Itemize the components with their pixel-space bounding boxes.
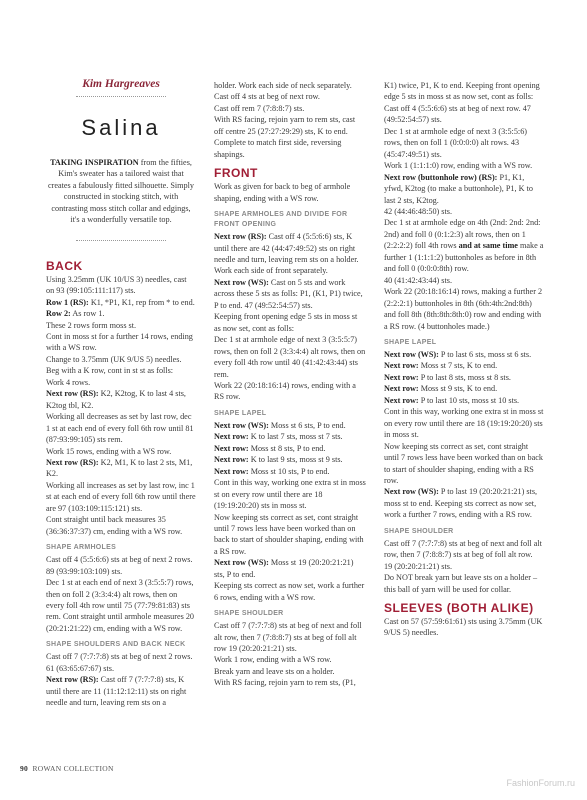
instruction-row (384, 486, 544, 520)
row-label: Next row: (214, 455, 249, 465)
watermark: FashionForum.ru (506, 778, 575, 788)
row-label: Next row (WS): (214, 420, 269, 430)
instruction-row (46, 674, 196, 708)
paragraph: Break yarn and leave sts on a holder. (214, 666, 335, 676)
row-label: Next row: (214, 443, 249, 453)
page-footer (20, 764, 114, 773)
instruction-row (384, 372, 544, 383)
row-text: P to last 19 (20:20:21:21) sts, moss st to end. Keeping sts correct as now set, work a further 7 rows, ending with a RS row. (384, 487, 538, 520)
row-label: Next row: (214, 466, 249, 476)
column-middle (214, 80, 366, 689)
row-text: P to last 8 sts, moss st 8 sts. (418, 372, 511, 382)
row-label: Row 2: (46, 309, 71, 319)
paragraph: Keeping front opening edge 5 sts in moss st as now set, cont as folls: (214, 312, 358, 333)
row-label: Next row (RS): (214, 232, 267, 242)
instruction-row (214, 454, 366, 465)
paragraph: Cont in this way, working one extra st in moss st on every row until there are 18 (19:19:20:20) sts in moss st. (214, 478, 366, 511)
intro-lead: TAKING INSPIRATION (50, 158, 139, 167)
paragraph: Keeping sts correct as now set, work a further 6 rows, ending with a WS row. (214, 581, 365, 602)
paragraph: Now keeping sts correct as set, cont straight until 7 rows less have been worked than on back to start of shoulder shaping, ending with a RS row. (214, 512, 364, 556)
paragraph: Cont straight until back measures 35 (36:36:37:37) cm, ending with a WS row. (46, 515, 183, 536)
paragraph: Work 22 (20:18:16:14) rows, making a further 2 (2:2:2:1) buttonholes in 8th (6th:4th:2nd:8th) and foll 8th (8th:8th:8th:0) row and ending with a RS row. (4 buttonholes made.) (384, 287, 543, 331)
instruction-row (214, 277, 366, 311)
paragraph: Work 1 (1:1:1:0) row, ending with a WS row. (384, 161, 533, 171)
row-label: Next row: (384, 384, 419, 394)
paragraph: Work 15 rows, ending with a WS row. (46, 446, 172, 456)
paragraph: 19 (20:20:21:21) sts. (384, 561, 453, 571)
row-text: K1, *P1, K1, rep from * to end. (88, 297, 195, 307)
divider (76, 240, 166, 241)
row-text: Moss st 9 sts, K to end. (418, 384, 498, 394)
paragraph-text: make a further 1 (1:1:1:2) buttonholes as before in 8th and foll 0 (0:0:0:8th) row. (384, 241, 544, 274)
instruction-row (384, 172, 544, 206)
row-text: K2, K2tog, K to last 4 sts, K2tog tbl, K2. (46, 389, 186, 410)
instruction-row (214, 466, 366, 477)
divider (76, 96, 166, 97)
row-label: Next row: (384, 395, 419, 405)
row-text: Moss st 6 sts, P to end. (268, 420, 346, 430)
row-text: P to last 6 sts, moss st 6 sts. (438, 349, 532, 359)
instruction-row (214, 557, 366, 580)
column-left (46, 78, 196, 709)
subheading-shape-shoulder: SHAPE SHOULDER (384, 527, 454, 535)
row-label: Next row (buttonhole row) (RS): (384, 172, 498, 182)
subheading-shape-shoulder: SHAPE SHOULDER (214, 610, 284, 618)
section-heading-front: FRONT (214, 166, 258, 181)
intro-body: from the fifties, Kim's sweater has a tailored waist that creates a fabulously fitted silhouette. Simply constructed in stocking stitch, with contrasting moss stitch collar and edgings, it's a wonderfully versatile top. (48, 158, 194, 225)
paragraph: Dec 1 st at each end of next 3 (3:5:5:7) rows, then on foll 2 (3:3:4:4) alt rows, then on every foll 4th row until 75 (77:79:81:83) sts rem. Cont straight until armhole measures 20 (20:21:21:22) cm, ending with a WS row. (46, 578, 195, 633)
instruction-row (214, 231, 366, 265)
designer-name: Kim Hargreaves (82, 78, 160, 90)
row-text: Cast off 4 (5:5:6:6) sts, K until there are 42 (44:47:49:52) sts on right needle and turn, leaving rem sts on a holder. (214, 232, 359, 264)
instruction-row (384, 383, 544, 394)
row-text: P to last 10 sts, moss st 10 sts. (418, 395, 520, 405)
paragraph: Working all increases as set by last row, inc 1 st at each end of every foll 6th row until there are 97 (103:109:115:121) sts. (46, 480, 196, 513)
row-text: K2, M1, K to last 2 sts, M1, K2. (46, 457, 193, 479)
row-label: Next row (RS): (46, 675, 99, 685)
paragraph: Work 4 rows. (46, 377, 91, 387)
column-right (384, 80, 544, 639)
paragraph: Using 3.25mm (UK 10/US 3) needles, cast on 93 (99:105:111:117) sts. (46, 274, 187, 296)
emphasis: and at same time (458, 241, 518, 251)
instruction-row (384, 360, 544, 371)
instruction-row (46, 388, 196, 411)
paragraph: Work 1 row, ending with a WS row. (214, 655, 332, 665)
row-text: K to last 9 sts, moss st 9 sts. (248, 455, 343, 465)
paragraph: 42 (44:46:48:50) sts. (384, 206, 453, 216)
paragraph: With RS facing, rejoin yarn to rem sts, cast off centre 25 (27:27:29:29) sts, K to end. (214, 115, 356, 136)
row-label: Next row (WS): (214, 277, 269, 287)
paragraph: 40 (41:42:43:44) sts. (384, 275, 453, 285)
row-label: Next row (RS): (46, 389, 99, 399)
paragraph: Now keeping sts correct as set, cont straight until 7 rows less have been worked than on back to start of shoulder shaping, ending with a RS row. (384, 441, 543, 485)
paragraph: Cast off 7 (7:7:7:8) sts at beg of next and foll alt row, then 7 (7:8:8:7) sts at beg of foll alt row 19 (20:20:21:21) sts. (214, 621, 362, 654)
row-text: Cast on 5 sts and work across these 5 sts as folls: P1, (K1, P1) twice, P to end. 47 (49:52:54:57) sts. (214, 277, 363, 310)
paragraph: Work as given for back to beg of armhole shaping, ending with a WS row. (214, 182, 351, 203)
subheading-shape-lapel: SHAPE LAPEL (214, 409, 267, 417)
row-text: Cast off 7 (7:7:7:8) sts, K until there are 11 (11:12:12:11) sts on right needle and turn, leaving rem sts on a (46, 675, 187, 708)
page-number: 90 (20, 764, 29, 773)
paragraph: Cast off 4 sts at beg of next row. (214, 92, 320, 102)
paragraph: Work 22 (20:18:16:14) rows, ending with a RS row. (214, 380, 356, 402)
paragraph: Beg with a K row, cont in st st as folls: (46, 366, 174, 376)
paragraph: Do NOT break yarn but leave sts on a holder – this ball of yarn will be used for collar. (384, 573, 538, 594)
instruction-row (384, 349, 544, 360)
section-heading-sleeves: SLEEVES (BOTH ALIKE) (384, 601, 534, 616)
subheading-shape-armholes: SHAPE ARMHOLES (46, 544, 117, 552)
row-text: As row 1. (70, 309, 105, 319)
instruction-row (214, 431, 366, 442)
intro-text (46, 157, 196, 226)
page-title: Salina (81, 115, 161, 140)
paragraph: holder. Work each side of neck separately. (214, 81, 352, 90)
row-text: Moss st 10 sts, P to end. (248, 466, 330, 476)
paragraph: K1) twice, P1, K to end. Keeping front opening edge 5 sts in moss st as now set, cont as folls: (384, 81, 540, 102)
paragraph: Cast on 57 (57:59:61:61) sts using 3.75mm (UK 9/US 5) needles. (384, 617, 543, 638)
instruction-row (46, 457, 196, 480)
row-label: Next row (WS): (384, 349, 439, 359)
section-heading-back: BACK (46, 258, 83, 273)
row-text: K to last 7 sts, moss st 7 sts. (248, 432, 343, 442)
paragraph: Cont in moss st for a further 14 rows, ending with a WS row. (46, 331, 193, 353)
paragraph: Work each side of front separately. (214, 266, 328, 276)
subheading-shape-lapel: SHAPE LAPEL (384, 338, 437, 346)
paragraph: Cast off 7 (7:7:7:8) sts at beg of next 2 rows. 61 (63:65:67:67) sts. (46, 652, 193, 673)
paragraph (384, 217, 544, 274)
paragraph: Cont in this way, working one extra st in moss st on every row until there are 18 (19:19:20:20) sts in moss st. (384, 407, 544, 440)
paragraph: Cast off rem 7 (7:8:8:7) sts. (214, 103, 305, 113)
publication-name: ROWAN COLLECTION (32, 764, 114, 773)
paragraph: Cast off 4 (5:5:6:6) sts at beg of next row. 47 (49:52:54:57) sts. (384, 103, 531, 125)
paragraph: Change to 3.75mm (UK 9/US 5) needles. (46, 354, 182, 364)
subheading-shape-shoulders: SHAPE SHOULDERS AND BACK NECK (46, 641, 186, 649)
row-text: P1, K1, yfwd, K2tog (to make a buttonhole), P1, K to last 2 sts, K2tog. (384, 172, 533, 205)
paragraph: Working all decreases as set by last row, dec 1 st at each end of every foll 6th row until 81 (87:93:99:105) sts rem. (46, 412, 194, 445)
instruction-row (46, 297, 196, 308)
paragraph: Complete to match first side, reversing shapings. (214, 138, 342, 159)
row-label: Next row (RS): (46, 457, 99, 467)
paragraph: Cast off 7 (7:7:7:8) sts at beg of next and foll alt row, then 7 (7:8:8:7) sts at beg of foll alt row. (384, 538, 542, 560)
instruction-row (214, 420, 366, 431)
row-text: Moss st 7 sts, K to end. (418, 361, 498, 371)
paragraph: Dec 1 st at armhole edge of next 3 (3:5:5:7) rows, then on foll 2 (3:3:4:4) alt rows, then on every foll 4th row until 40 (41:42:43:44) sts rem. (214, 335, 366, 379)
row-label: Next row (WS): (214, 558, 269, 568)
row-label: Row 1 (RS): (46, 297, 89, 307)
row-text: Moss st 19 (20:20:21:21) sts, P to end. (214, 558, 354, 579)
row-label: Next row: (384, 361, 419, 371)
paragraph: Dec 1 st at armhole edge of next 3 (3:5:5:6) rows, then on foll 1 (0:0:0:0) alt rows. 43 (45:47:49:51) sts. (384, 126, 528, 159)
row-label: Next row: (214, 432, 249, 442)
subheading-shape-armholes-front: SHAPE ARMHOLES AND DIVIDE FOR FRONT OPENING (214, 211, 348, 229)
paragraph: These 2 rows form moss st. (46, 320, 137, 330)
row-text: Moss st 8 sts, P to end. (248, 443, 326, 453)
row-label: Next row (WS): (384, 487, 439, 497)
paragraph-text: Dec 1 st at armhole edge on 4th (2nd: 2nd: 2nd: 2nd) and foll 0 (0:1:2:3) alt rows, then on 1 (2:2:2:2) foll 4th rows (384, 218, 541, 251)
instruction-row (214, 443, 366, 454)
row-label: Next row: (384, 372, 419, 382)
instruction-row (384, 395, 544, 406)
paragraph: Cast off 4 (5:5:6:6) sts at beg of next 2 rows. 89 (93:99:103:109) sts. (46, 555, 193, 576)
instruction-row (46, 308, 196, 319)
paragraph: With RS facing, rejoin yarn to rem sts, (P1, (214, 678, 356, 688)
